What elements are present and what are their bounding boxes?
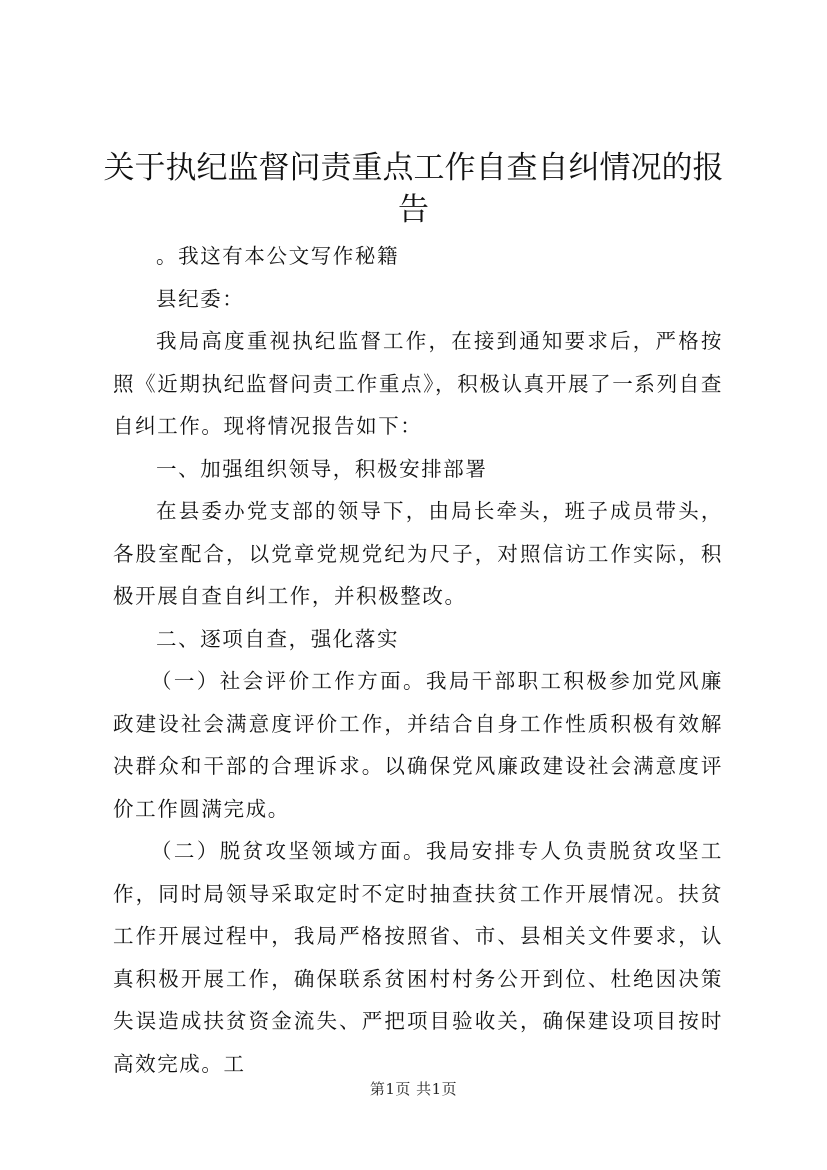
paragraph: 我局高度重视执纪监督工作，在接到通知要求后，严格按照《近期执纪监督问责工作重点》，积极认真开展了一系列自查自纠工作。现将情况报告如下： <box>113 329 723 438</box>
document-title: 关于执纪监督问责重点工作自查自纠情况的报告 <box>103 150 724 228</box>
paragraph: （一）社会评价工作方面。我局干部职工积极参加党风廉政建设社会满意度评价工作，并结合自身工作性质积极有效解决群众和干部的合理诉求。以确保党风廉政建设社会满意度评价工作圆满完成。 <box>113 669 723 821</box>
page-footer: 第1页 共1页 <box>369 1080 458 1098</box>
paragraph: （二）脱贫攻坚领域方面。我局安排专人负责脱贫攻坚工作，同时局领导采取定时不定时抽查扶贫工作开展情况。扶贫工作开展过程中，我局严格按照省、市、县相关文件要求，认真积极开展工作，确保联系贫困村村务公开到位、杜绝因决策失误造成扶贫资金流失、严把项目验收关，确保建设项目按时高效完成。工 <box>113 839 723 1076</box>
paragraph: 县纪委： <box>156 286 245 311</box>
paragraph: 二、逐项自查，强化落实 <box>156 626 400 651</box>
paragraph: 一、加强组织领导，积极安排部署 <box>156 456 488 481</box>
paragraph: 。我这有本公文写作秘籍 <box>156 244 400 268</box>
paragraph: 在县委办党支部的领导下，由局长牵头，班子成员带头，各股室配合，以党章党规党纪为尺子，对照信访工作实际，积极开展自查自纠工作，并积极整改。 <box>113 499 723 608</box>
document-body <box>113 235 723 1085</box>
